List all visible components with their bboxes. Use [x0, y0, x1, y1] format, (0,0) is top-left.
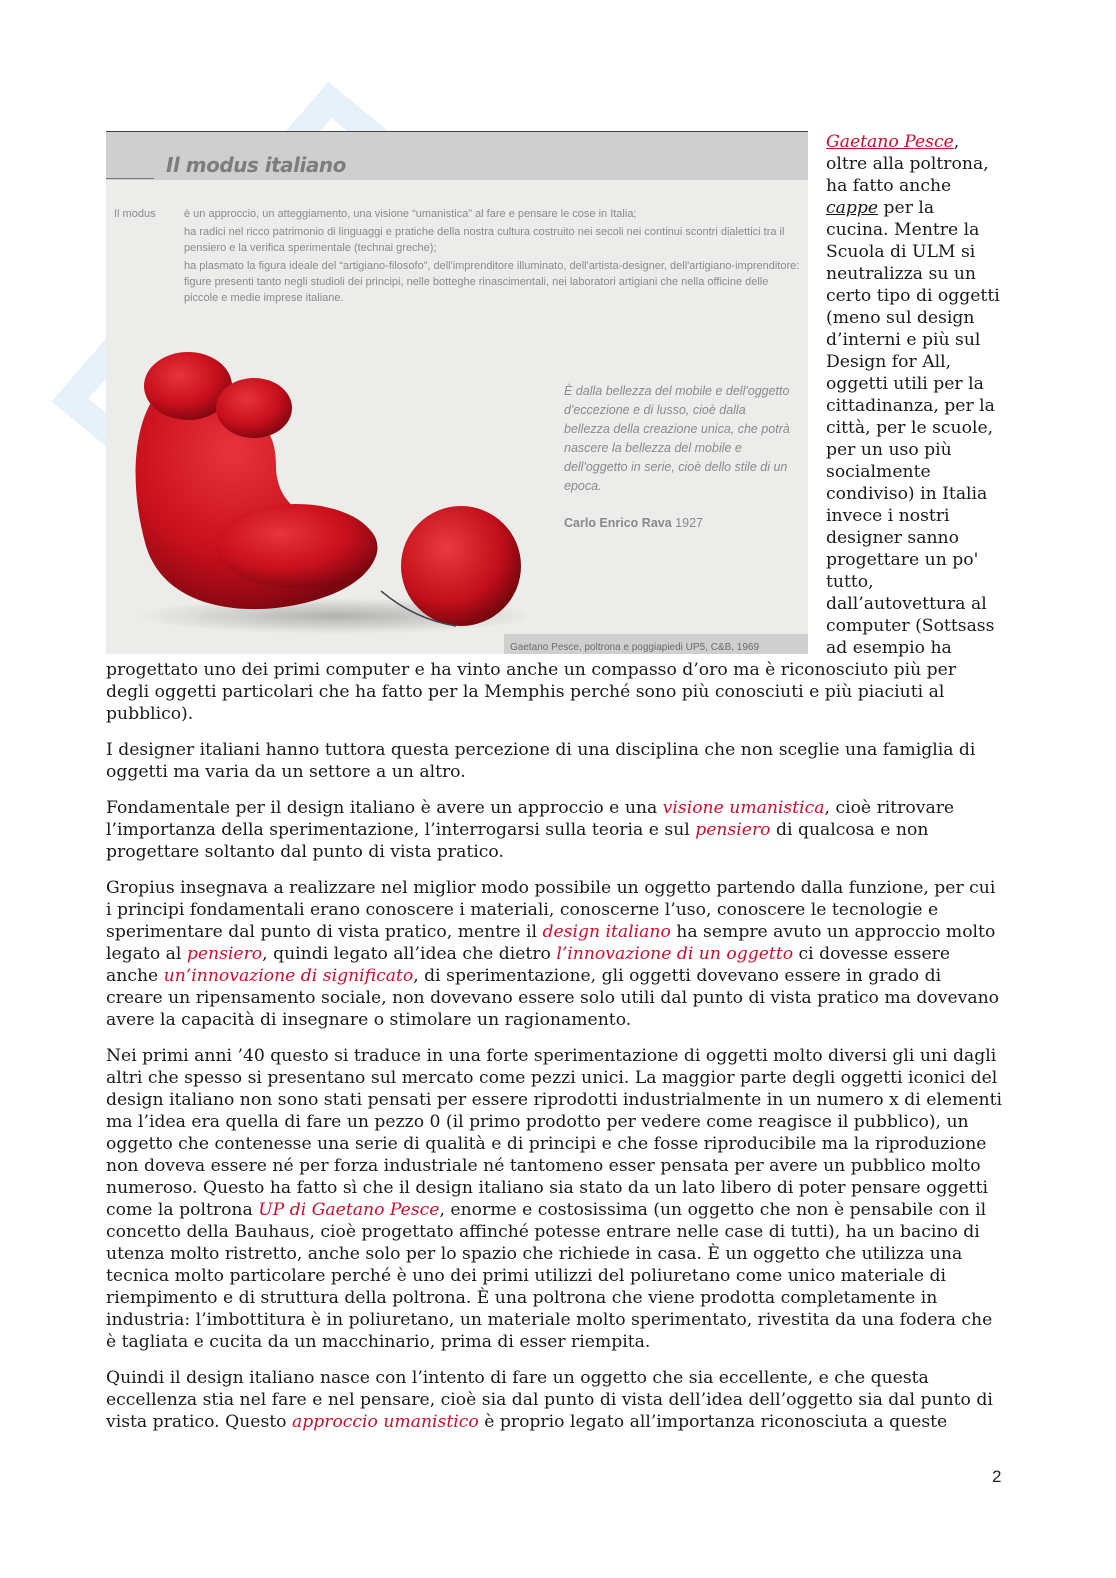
slide-quote: È dalla bellezza del mobile e dell'oggetto d'eccezione e di lusso, cioè dalla bellezza della creazione unica, che potrà nascere la bellezza del mobile e dell'oggetto in serie, cioè dello stile di un epoca. — [564, 384, 790, 493]
highlight-term: UP di Gaetano Pesce — [258, 1200, 440, 1220]
slide-item: è un approccio, un atteggiamento, una visione “umanistica” al fare e pensare le cose in Italia; — [184, 208, 637, 220]
document-page — [106, 131, 1002, 1447]
slide-items — [184, 206, 802, 308]
slide-header-dash — [106, 178, 154, 179]
quote-author-name: Carlo Enrico Rava — [564, 516, 672, 530]
highlight-term: visione umanistica — [662, 798, 825, 818]
quote-year: 1927 — [675, 516, 703, 530]
red-armchair-illustration — [126, 346, 526, 636]
slide-title: Il modus italiano — [166, 153, 346, 177]
text-run: Nei primi anni ’40 questo si traduce in una forte sperimentazione di oggetti molto diversi gli uni dagli altri che spesso si presentano sul mercato come pezzi unici. La maggior parte degli oggetti iconici del design italiano non sono stati pensati per essere riprodotti industrialmente in un numero x di elementi ma l’idea era quella di fare un pezzo 0 (il primo prodotto per vedere come reagisce il pubblico), un oggetto che contenesse una serie di qualità e di principi e che fosse riproducibile ma la riproduzione non doveva essere né per forza industriale né tantomeno esser pensata per avere un pubblico molto numeroso. Questo ha fatto sì che il design italiano sia stato da un lato libero di poter pensare oggetti come la poltrona — [106, 1046, 1002, 1220]
text-run: , quindi legato all’idea che dietro — [262, 944, 557, 964]
slide-label: Il modus — [114, 208, 156, 220]
text-run: Gropius insegnava a realizzare nel miglior modo possibile un oggetto partendo dalla funzione, per cui i principi fondamentali erano conoscere i materiali, conoscerne l’uso, conoscere le tecnologie e sperimentare dal punto di vista pratico, mentre il — [106, 878, 996, 942]
cappe-term: cappe — [826, 198, 879, 218]
text-run: , di sperimentazione, gli oggetti dovevano essere in grado di creare un ripensamento sociale, non dovevano essere solo utili dal punto di vista pratico ma dovevano avere la capacità di insegnare o stimolare un ragionamento. — [106, 966, 999, 1030]
text-run: , cioè ritrovare l’importanza della sperimentazione, l’interrogarsi sulla teoria e sul — [106, 798, 955, 840]
paragraph-2: I designer italiani hanno tuttora questa percezione di una disciplina che non sceglie una famiglia di oggetti ma varia da un settore a un altro. — [106, 740, 976, 782]
highlight-term: pensiero — [186, 944, 263, 964]
text-run: , enorme e costosissima (un oggetto che non è pensabile con il concetto della Bauhaus, cioè progettato affinché potesse entrare nelle case di tutti), ha un bacino di utenza molto ristretto, anche solo per lo spazio che richiede in casa. È un oggetto che utilizza una tecnica molto particolare perché è uno dei primi utilizzi del poliuretano come unico materiale di riempimento e di struttura della poltrona. È una poltrona che viene prodotta completamente in industria: l’imbottitura è in poliuretano, un materiale molto sperimentato, rivestita da una fodera che è tagliata e cucita da un macchinario, prima di esser riempita. — [106, 1200, 993, 1352]
text-run: di qualcosa e non progettare soltanto dal punto di vista pratico. — [106, 820, 929, 862]
slide-quote-author — [564, 512, 703, 534]
highlight-term: design italiano — [542, 922, 671, 942]
figure-caption: Gaetano Pesce, poltrona e poggiapiedi UP5, C&B, 1969 — [510, 642, 760, 653]
text-run: Quindi il design italiano nasce con l’intento di fare un oggetto che sia eccellente, e che questa eccellenza stia nel fare e nel pensare, cioè sia dal punto di vista dell’idea dell’oggetto sia dal punto di vista pratico. Questo — [106, 1368, 993, 1432]
paragraph-6 — [106, 1367, 1002, 1433]
highlight-term: pensiero — [695, 820, 771, 840]
text-run: ci dovesse essere anche — [106, 944, 951, 986]
text-run: , oltre alla poltrona, ha fatto anche — [826, 132, 989, 196]
text-run: per la cucina. Mentre la Scuola di ULM si neutralizza su un certo tipo di oggetti (meno sul design d’interni e più sul Design for All, oggetti utili per la cittadinanza, per la città, per le scuole, per un uso più socialmente condiviso) in Italia invece i nostri designer sanno progettare un po' tutto, dall’autovettura al computer (Sottsass ad esempio ha progettato uno dei primi computer e ha vinto anche un compasso d’oro ma è riconosciuto più per degli oggetti particolari che ha fatto per la Memphis perché sono più conosciuti e più piaciuti al pubblico). — [106, 198, 1000, 724]
paragraph-4 — [106, 877, 1002, 1031]
slide-item: ha plasmato la figura ideale del “artigiano-filosofo”, dell'imprenditore illuminato, dell'artista-designer, dell'artigiano-imprenditore: figure presenti tanto negli studioli dei principi, nelle botteghe rinascimentali, nei laboratori artigiani che nella officine delle piccole e medie imprese italiane. — [184, 260, 800, 304]
slide-image — [106, 131, 808, 654]
highlight-term: un’innovazione di significato — [163, 966, 414, 986]
highlight-term: approccio umanistico — [291, 1412, 479, 1432]
caption-bar — [504, 634, 808, 654]
paragraph-3 — [106, 797, 1002, 863]
gaetano-pesce-link[interactable]: Gaetano Pesce — [826, 132, 954, 152]
highlight-term: l’innovazione di un oggetto — [556, 944, 794, 964]
paragraph-5 — [106, 1045, 1002, 1353]
text-run: è proprio legato all’importanza riconosciuta a queste — [478, 1412, 948, 1432]
text-run: ha sempre avuto un approccio molto legato al — [106, 922, 996, 964]
slide-item: ha radici nel ricco patrimonio di linguaggi e pratiche della nostra cultura costruito nei secoli nei continui scontri dialettici tra il pensiero e la verifica sperimentale (technai greche); — [184, 226, 785, 254]
text-run: Fondamentale per il design italiano è avere un approccio e una — [106, 798, 663, 818]
page-number: 2 — [992, 1467, 1002, 1486]
